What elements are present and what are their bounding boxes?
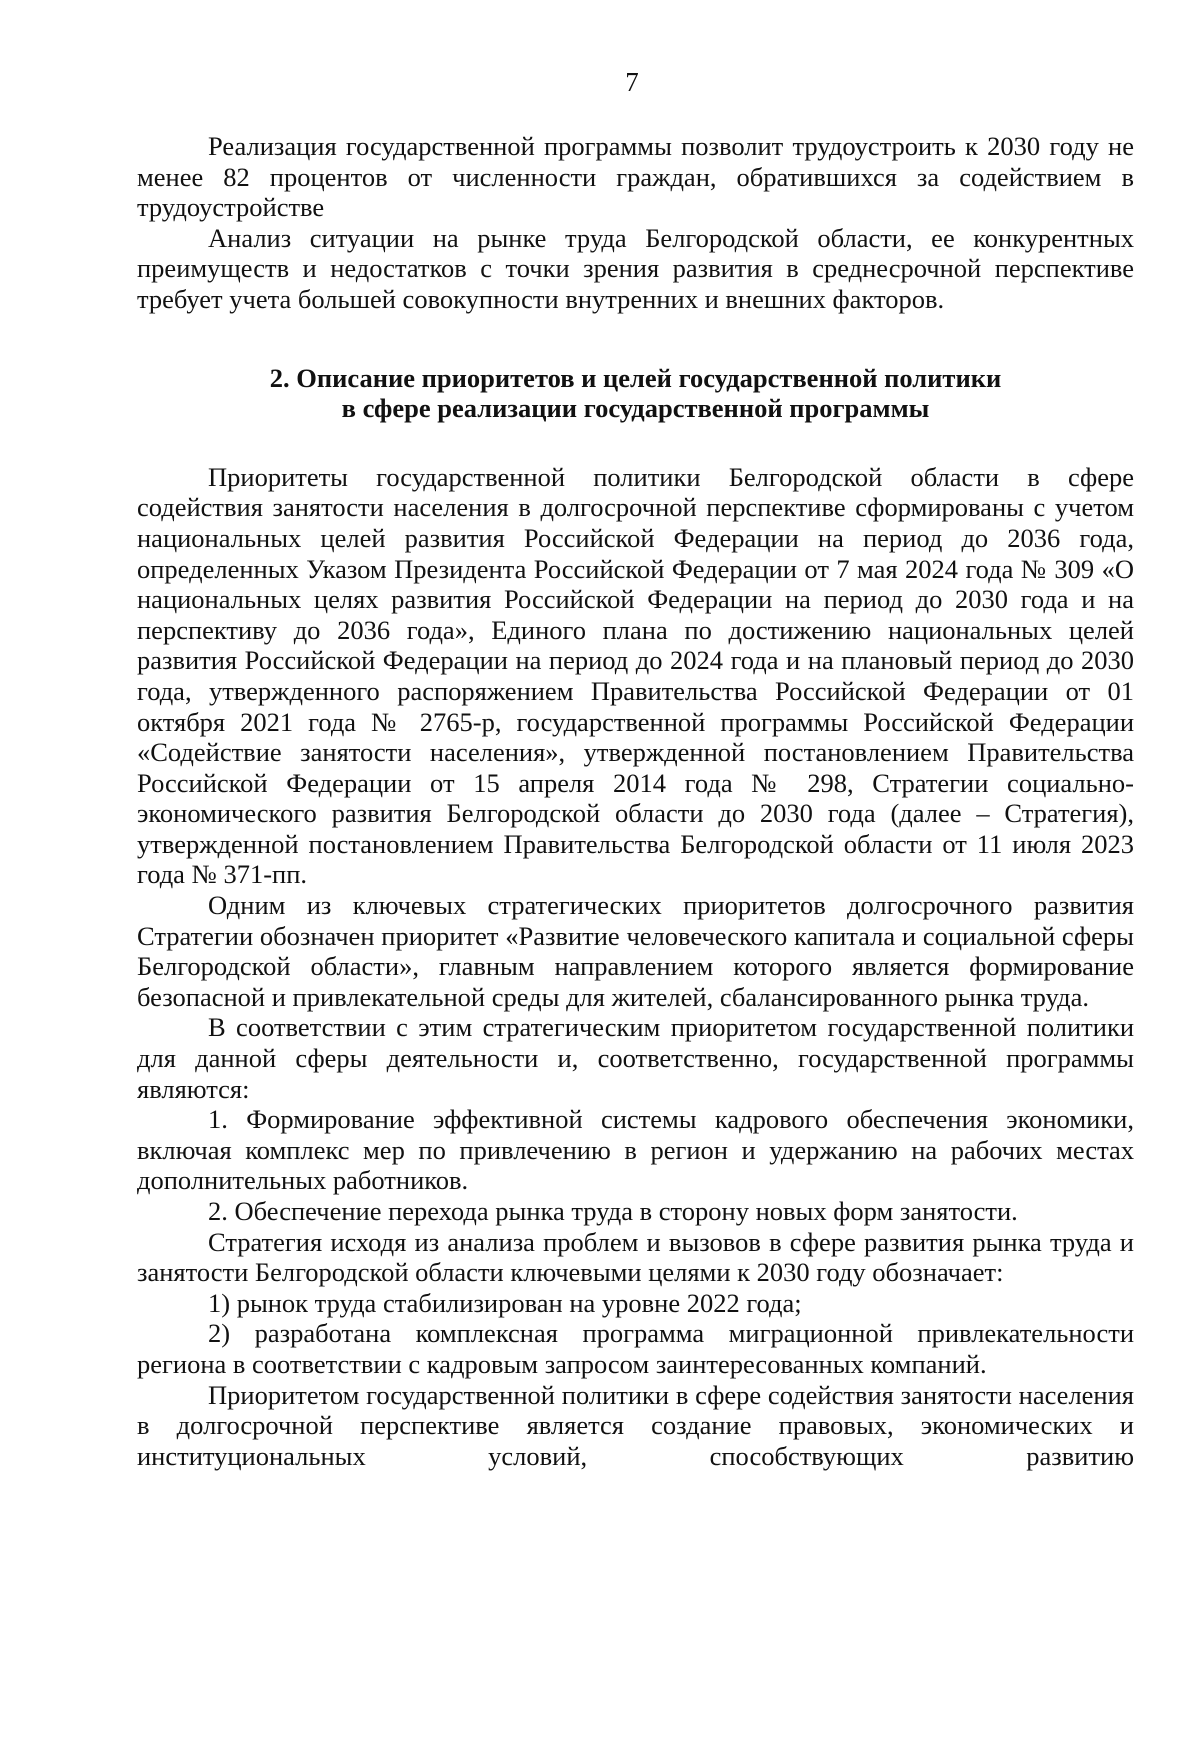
paragraph-priority-accordance: В соответствии с этим стратегическим приоритетом государственной политики для данной сферы деятельности и, соответственно, государственной программы являются: — [137, 1012, 1134, 1104]
paragraph-labor-market-analysis: Анализ ситуации на рынке труда Белгородской области, ее конкурентных преимуществ и недостатков с точки зрения развития в среднесрочной перспективе требует учета большей совокупности внутренних и внешних факторов. — [137, 222, 1134, 314]
page-number: 7 — [625, 67, 639, 97]
paragraph-strategic-priority: Одним из ключевых стратегических приоритетов долгосрочного развития Стратегии обозначен приоритет «Развитие человеческого капитала и социальной сферы Белгородской области», главным направлением которого является формирование безопасной и привлекательной среды для жителей, сбалансированного рынка труда. — [137, 890, 1134, 1012]
list-item-priority-1: 1. Формирование эффективной системы кадрового обеспечения экономики, включая комплекс мер по привлечению в регион и удержанию на рабочих местах дополнительных работников. — [137, 1104, 1134, 1196]
paragraph-policy-priority-conditions: Приоритетом государственной политики в сфере содействия занятости населения в долгосрочной перспективе является создание правовых, экономических и институциональных условий, способствующих развитию — [137, 1379, 1134, 1471]
document-body — [137, 131, 1134, 1471]
paragraph-employment-target: Реализация государственной программы позволит трудоустроить к 2030 году не менее 82 процентов от численности граждан, обратившихся за содействием в трудоустройстве — [137, 131, 1134, 223]
section-heading — [137, 363, 1134, 424]
list-item-goal-1: 1) рынок труда стабилизирован на уровне 2022 года; — [208, 1287, 802, 1318]
paragraph-strategy-goals: Стратегия исходя из анализа проблем и вызовов в сфере развития рынка труда и занятости Белгородской области ключевыми целями к 2030 году обозначает: — [137, 1226, 1134, 1288]
list-item-priority-2: 2. Обеспечение перехода рынка труда в сторону новых форм занятости. — [208, 1196, 1018, 1226]
paragraph-policy-priorities: Приоритеты государственной политики Белгородской области в сфере содействия занятости населения в долгосрочной перспективе сформированы с учетом национальных целей развития Российской Федерации на период до 2036 года, определенных Указом Президента Российской Федерации от 7 мая 2024 года № 309 «О национальных целях развития Российской Федерации на период до 2030 года и на перспективу до 2036 года», Единого плана по достижению национальных целей развития Российской Федерации на период до 2024 года и на плановый период до 2030 года, утвержденного распоряжением Правительства Российской Федерации от 01 октября 2021 года № 2765-р, государственной программы Российской Федерации «Содействие занятости населения», утвержденной постановлением Правительства Российской Федерации от 15 апреля 2014 года № 298, Стратегии социально-экономического развития Белгородской области до 2030 года (далее – Стратегия), утвержденной постановлением Правительства Белгородской области от 11 июля 2023 года № 371-пп. — [137, 461, 1134, 890]
section-heading-line-2: в сфере реализации государственной программы — [341, 393, 930, 424]
list-item-goal-2: 2) разработана комплексная программа миграционной привлекательности региона в соответствии с кадровым запросом заинтересованных компаний. — [137, 1318, 1134, 1379]
section-heading-line-1: 2. Описание приоритетов и целей государственной политики — [269, 362, 1002, 393]
